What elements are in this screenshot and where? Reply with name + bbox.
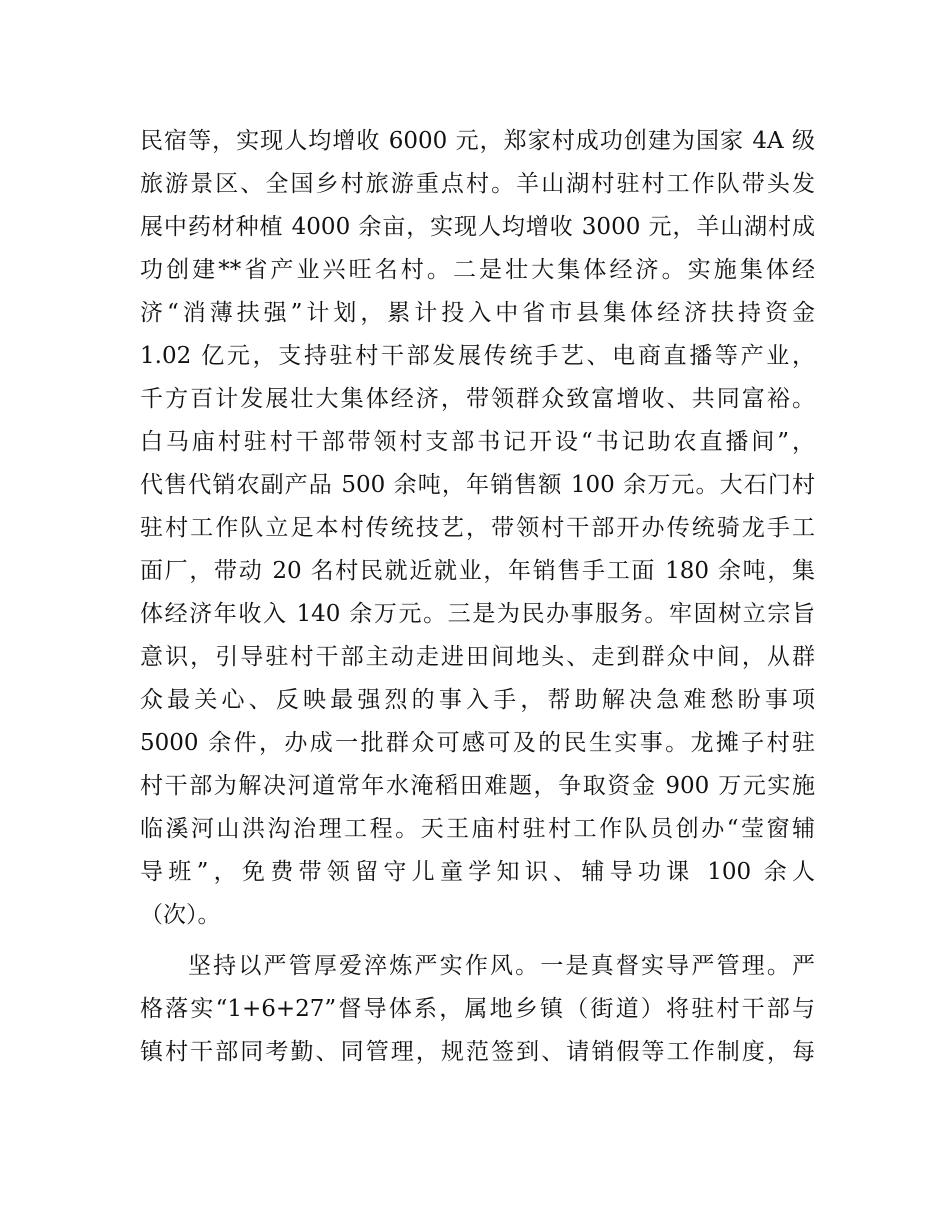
paragraph-2-line-3: 镇村干部同考勤、同管理，规范签到、请销假等工作制度，每: [140, 1039, 815, 1065]
paragraph-2: [140, 945, 815, 1074]
paragraph-1-line-10: 驻村工作队立足本村传统技艺，带领村干部开办传统骑龙手工: [140, 515, 815, 541]
paragraph-1-line-7: 千方百计发展壮大集体经济，带领群众致富增收、共同富裕。: [140, 386, 815, 412]
paragraph-1-line-13: 意识，引导驻村干部主动走进田间地头、走到群众中间，从群: [140, 644, 815, 670]
paragraph-1-line-17: 临溪河山洪沟治理工程。天王庙村驻村工作队员创办“莹窗辅: [140, 816, 815, 842]
paragraph-1-line-19: （次）。: [140, 902, 221, 928]
paragraph-1-line-15: 5000 余件，办成一批群众可感可及的民生实事。龙摊子村驻: [140, 730, 815, 756]
paragraph-1-line-4: 功创建**省产业兴旺名村。二是壮大集体经济。实施集体经: [140, 257, 815, 283]
paragraph-1-line-8: 白马庙村驻村干部带领村支部书记开设“书记助农直播间”，: [140, 429, 815, 455]
paragraph-2-line-2: 格落实“1+6+27”督导体系，属地乡镇（街道）将驻村干部与: [140, 996, 815, 1022]
paragraph-1-line-16: 村干部为解决河道常年水淹稻田难题，争取资金 900 万元实施: [140, 773, 815, 799]
paragraph-1: [140, 120, 815, 937]
paragraph-1-line-5: 济“消薄扶强”计划，累计投入中省市县集体经济扶持资金: [140, 300, 815, 326]
paragraph-1-line-1: 民宿等，实现人均增收 6000 元，郑家村成功创建为国家 4A 级: [140, 128, 815, 154]
paragraph-1-line-18: 导班”，免费带领留守儿童学知识、辅导功课 100 余人: [140, 859, 815, 885]
paragraph-1-line-14: 众最关心、反映最强烈的事入手，帮助解决急难愁盼事项: [140, 687, 815, 713]
paragraph-1-line-9: 代售代销农副产品 500 余吨，年销售额 100 余万元。大石门村: [140, 472, 815, 498]
paragraph-1-line-11: 面厂，带动 20 名村民就近就业，年销售手工面 180 余吨，集: [140, 558, 815, 584]
paragraph-1-line-3: 展中药材种植 4000 余亩，实现人均增收 3000 元，羊山湖村成: [140, 214, 815, 240]
paragraph-2-line-1: 坚持以严管厚爱淬炼严实作风。一是真督实导严管理。严: [188, 953, 815, 979]
paragraph-1-line-6: 1.02 亿元，支持驻村干部发展传统手艺、电商直播等产业，: [140, 343, 815, 369]
paragraph-1-line-2: 旅游景区、全国乡村旅游重点村。羊山湖村驻村工作队带头发: [140, 171, 815, 197]
paragraph-1-line-12: 体经济年收入 140 余万元。三是为民办事服务。牢固树立宗旨: [140, 601, 815, 627]
